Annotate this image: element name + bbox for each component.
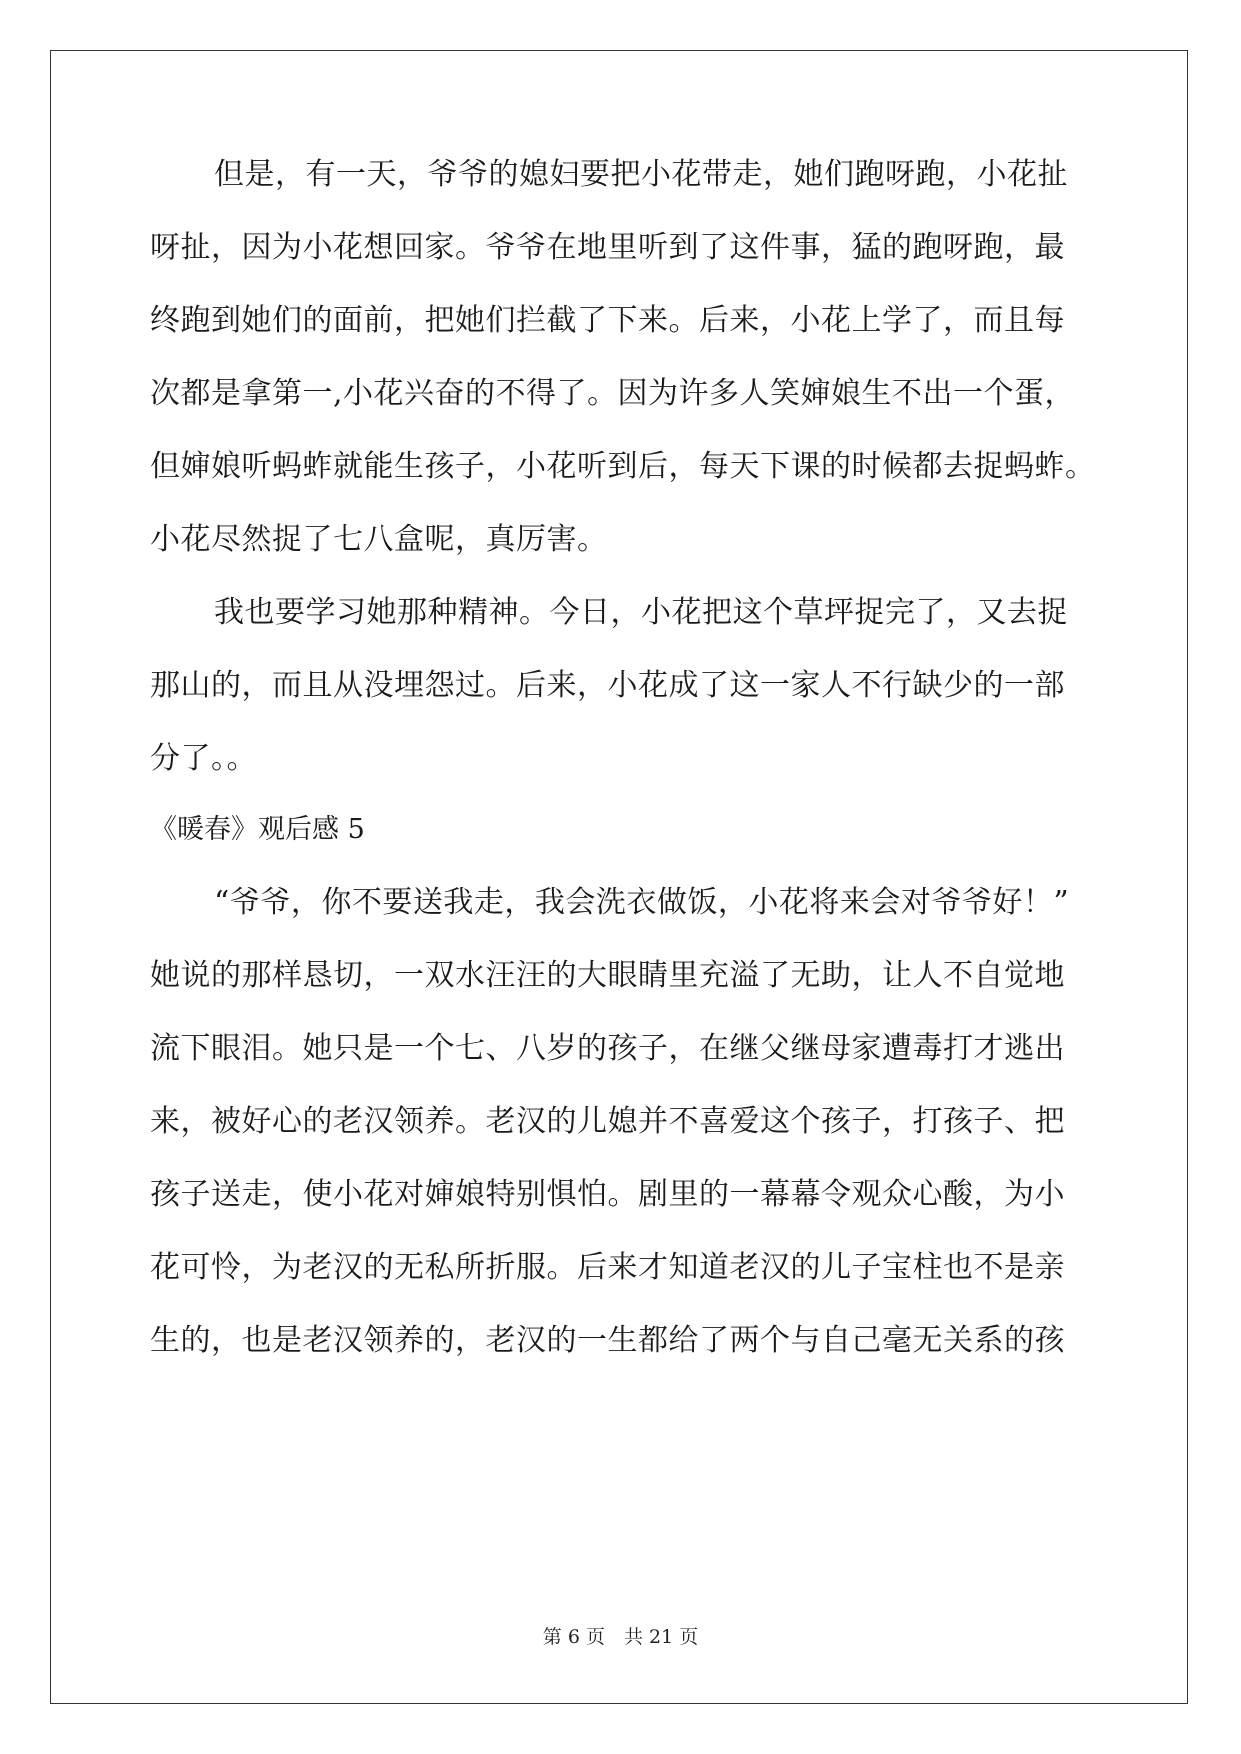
paragraph-line: 我也要学习她那种精神。今日，小花把这个草坪捉完了，又去捉 [214, 595, 1068, 630]
paragraph-line: 孩子送走，使小花对婶娘特别惧怕。剧里的一幕幕令观众心酸，为小 [150, 1177, 1065, 1212]
paragraph-line: 生的，也是老汉领养的，老汉的一生都给了两个与自己毫无关系的孩 [150, 1323, 1065, 1358]
paragraph-line: 呀扯，因为小花想回家。爷爷在地里听到了这件事，猛的跑呀跑，最 [150, 230, 1065, 265]
paragraph-line: “爷爷，你不要送我走，我会洗衣做饭，小花将来会对爷爷好！” [214, 885, 1070, 920]
paragraph-line: 流下眼泪。她只是一个七、八岁的孩子，在继父继母家遭毒打才逃出 [150, 1031, 1065, 1066]
paragraph-line: 终跑到她们的面前，把她们拦截了下来。后来，小花上学了，而且每 [150, 303, 1065, 338]
page-border [50, 50, 1188, 1704]
paragraph-line: 来，被好心的老汉领养。老汉的儿媳并不喜爱这个孩子，打孩子、把 [150, 1104, 1065, 1139]
paragraph-line: 分了。。 [150, 741, 257, 776]
paragraph-line: 但是，有一天，爷爷的媳妇要把小花带走，她们跑呀跑，小花扯 [214, 157, 1068, 192]
paragraph-line: 那山的，而且从没埋怨过。后来，小花成了这一家人不行缺少的一部 [150, 668, 1065, 703]
paragraph-line: 次都是拿第一,小花兴奋的不得了。因为许多人笑婶娘生不出一个蛋， [150, 376, 1076, 411]
paragraph-line: 她说的那样恳切，一双水汪汪的大眼睛里充溢了无助，让人不自觉地 [150, 958, 1065, 993]
page-number-footer: 第 6 页 共 21 页 [542, 1626, 699, 1648]
section-heading: 《暖春》观后感 5 [150, 814, 365, 845]
paragraph-line: 花可怜，为老汉的无私所折服。后来才知道老汉的儿子宝柱也不是亲 [150, 1250, 1065, 1285]
paragraph-line: 但婶娘听蚂蚱就能生孩子，小花听到后，每天下课的时候都去捉蚂蚱。 [150, 449, 1096, 484]
paragraph-line: 小花尽然捉了七八盒呢，真厉害。 [150, 522, 608, 557]
